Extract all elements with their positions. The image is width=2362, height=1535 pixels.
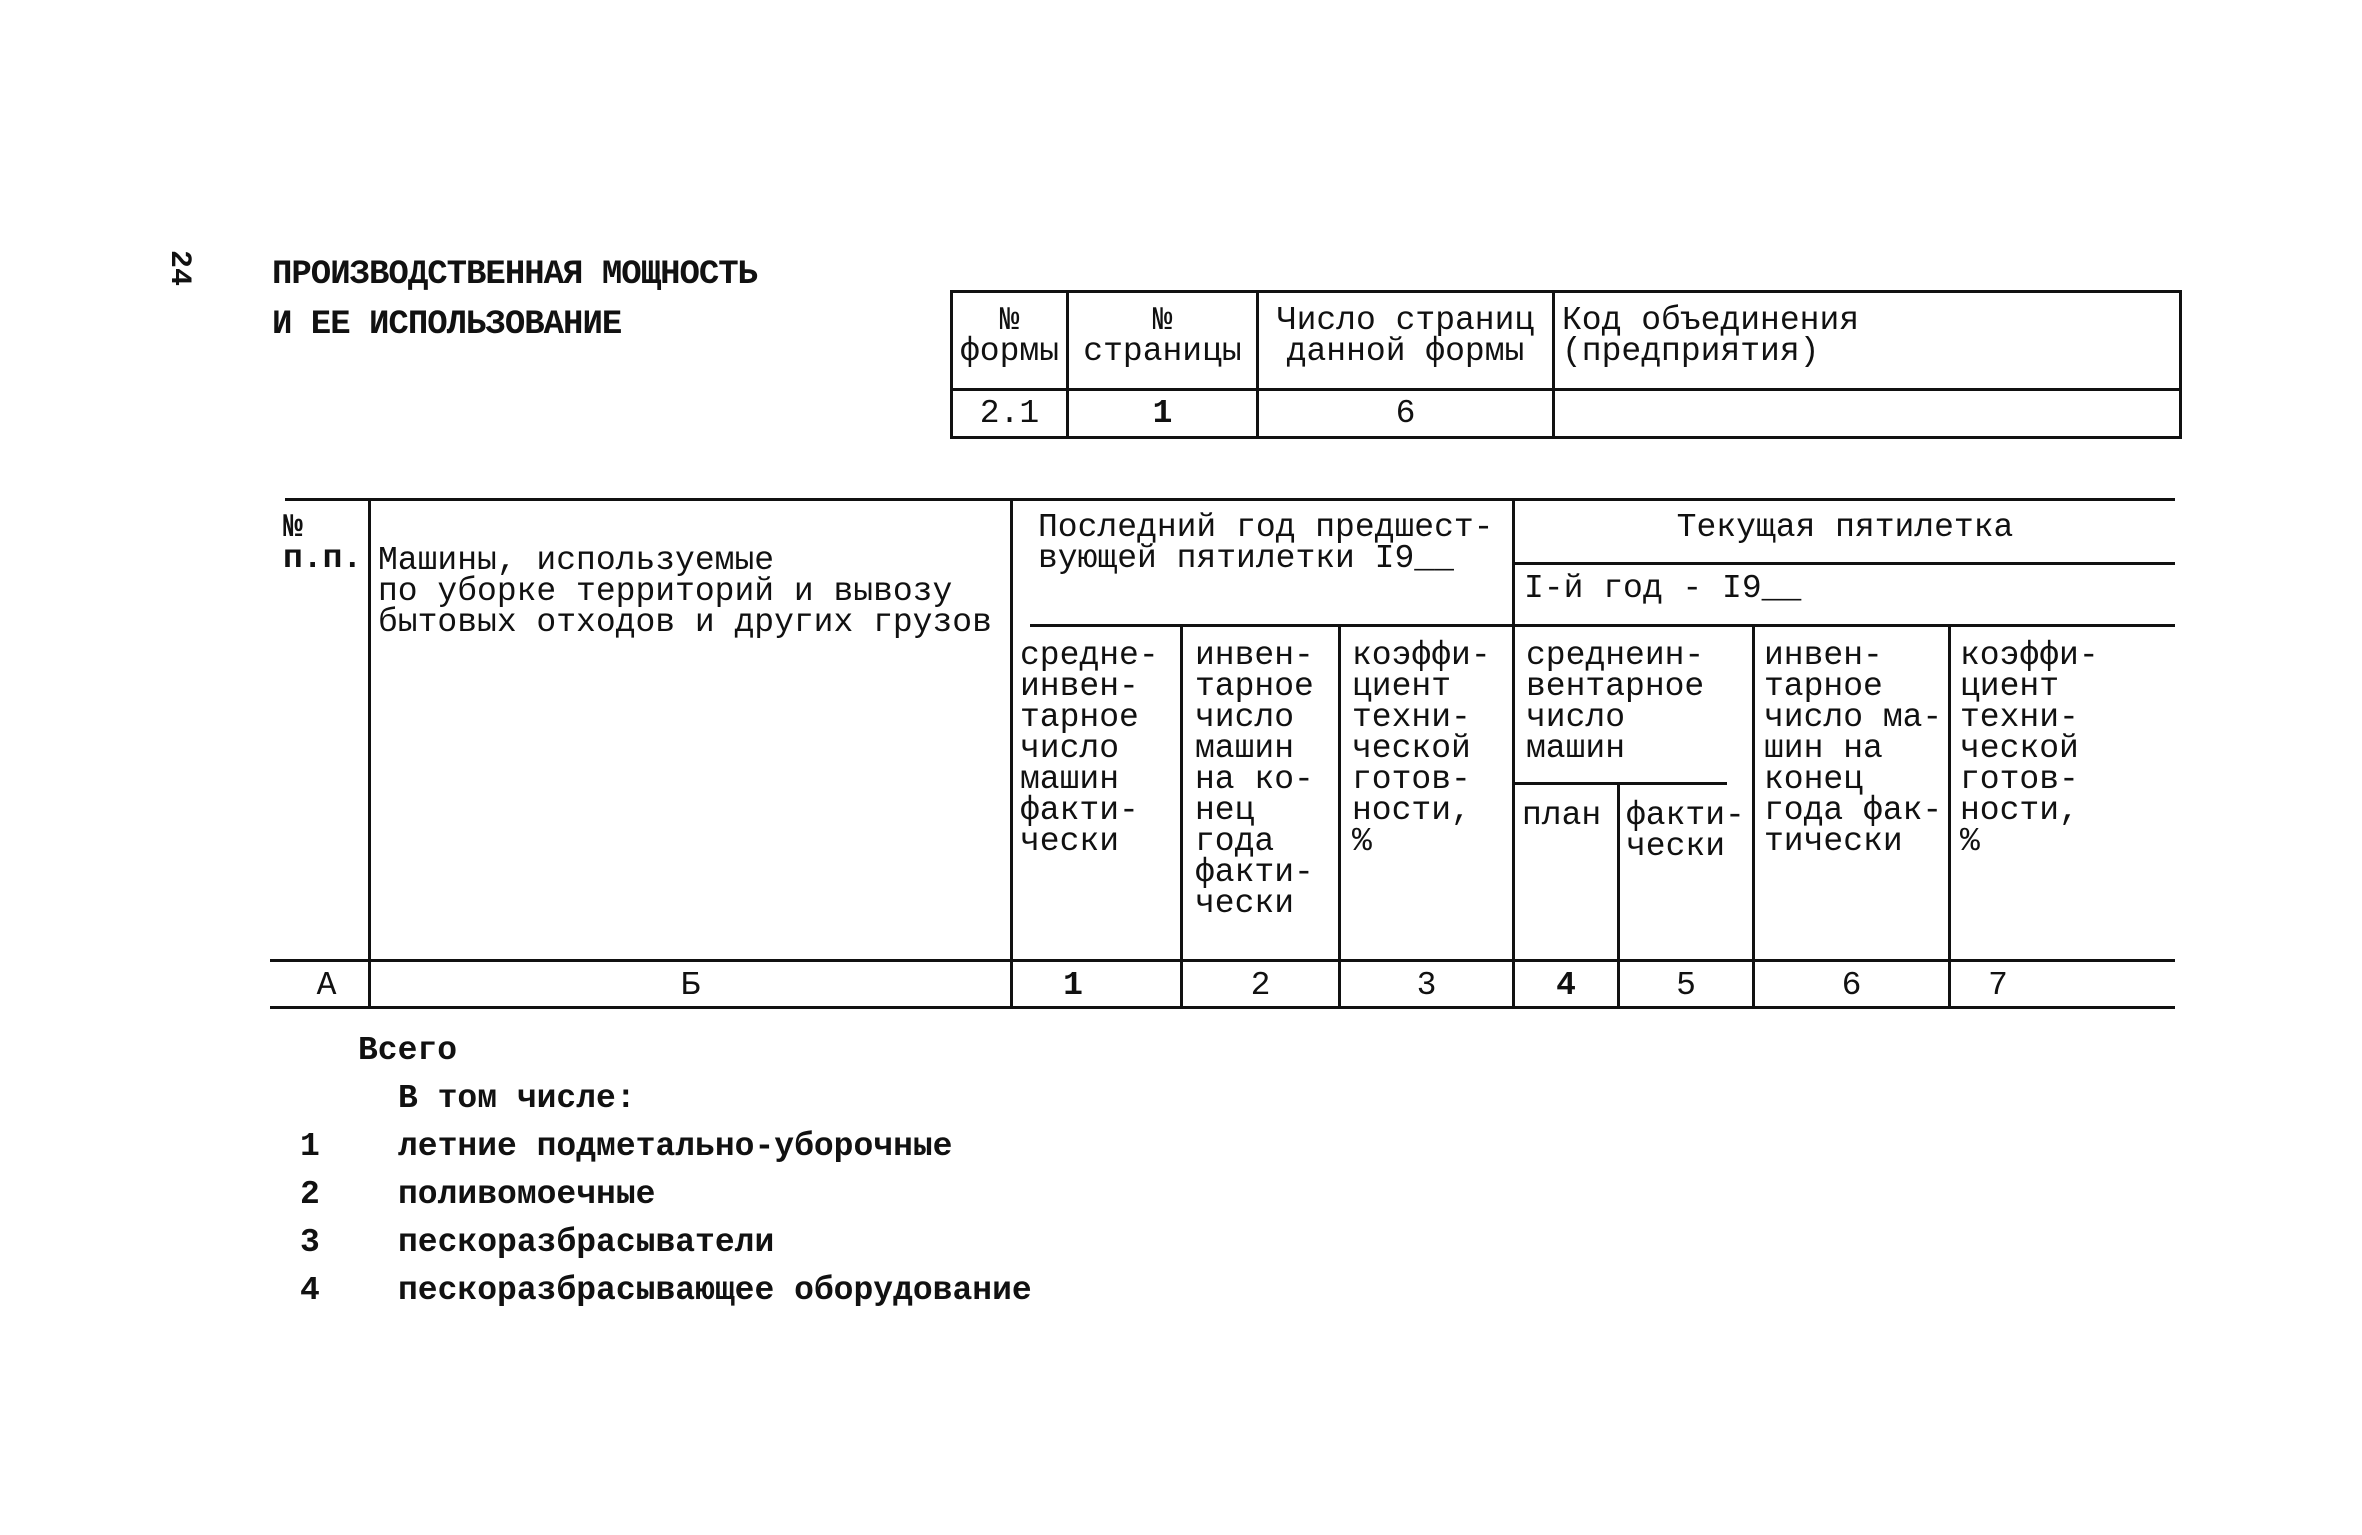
index-7: 7 (1988, 967, 2008, 1004)
sub-plan: план (1522, 797, 1602, 834)
row-total: Всего (358, 1032, 458, 1069)
index-6: 6 (1841, 967, 1862, 1004)
sub-readiness-current: коэффи- циент техни- ческой готов- ности, % (1960, 637, 2099, 860)
sub-fact: факти- чески (1626, 797, 1745, 865)
index-a: А (316, 967, 337, 1004)
index-2: 2 (1250, 967, 1271, 1004)
sub-inventory-end-current: инвен- тарное число ма- шин на конец года фак- тически (1764, 637, 1943, 860)
title-line-1: ПРОИЗВОДСТВЕННАЯ МОЩНОСТЬ (272, 256, 758, 294)
row-item-2-label: поливомоечные (398, 1176, 656, 1213)
page-number-header: № страницы (1083, 302, 1242, 370)
title-line-2: И ЕЕ ИСПОЛЬЗОВАНИЕ (272, 306, 622, 344)
page-number: 24 (162, 250, 196, 287)
col-machines-header: Машины, используемые по уборке территорий и вывозу бытовых отходов и других грузов (378, 542, 992, 641)
index-1: 1 (1063, 967, 1083, 1004)
index-4: 4 (1556, 967, 1576, 1004)
subgroup-year1-header: I-й год - I9__ (1524, 570, 1802, 607)
row-item-1-label: летние подметально-уборочные (398, 1128, 953, 1165)
enterprise-code-header: Код объединения (предприятия) (1562, 302, 1860, 370)
sub-inventory-end-last-year: инвен- тарное число машин на ко- нец года факти- чески (1195, 637, 1314, 922)
row-item-3-number: 3 (300, 1224, 320, 1261)
group-current-plan-header: Текущая пятилетка (1676, 509, 2014, 546)
row-item-1-number: 1 (300, 1128, 320, 1165)
index-b: Б (680, 967, 701, 1004)
page-number-value: 1 (1152, 395, 1173, 432)
page-title (272, 250, 757, 350)
row-item-4-label: пескоразбрасывающее оборудование (398, 1272, 1032, 1309)
row-item-4-number: 4 (300, 1272, 320, 1309)
row-item-2-number: 2 (300, 1176, 320, 1213)
row-including: В том числе: (398, 1080, 636, 1117)
col-number-header: № п.п. (283, 509, 363, 577)
sub-avg-inventory-current: среднеин- вентарное число машин (1526, 637, 1705, 767)
page-count-header: Число страниц данной формы (1276, 302, 1535, 370)
row-item-3-label: пескоразбрасыватели (398, 1224, 775, 1261)
form-number-header: № формы (959, 302, 1060, 370)
group-last-year-header: Последний год предшест- вующей пятилетки I9__ (1038, 509, 1494, 577)
index-5: 5 (1676, 967, 1696, 1004)
index-3: 3 (1416, 967, 1437, 1004)
sub-avg-inventory-last-year: средне- инвен- тарное число машин факти- чески (1020, 637, 1159, 860)
page-count-value: 6 (1395, 395, 1416, 432)
form-number-value: 2.1 (979, 395, 1040, 432)
sub-readiness-last-year: коэффи- циент техни- ческой готов- ности, % (1352, 637, 1491, 860)
